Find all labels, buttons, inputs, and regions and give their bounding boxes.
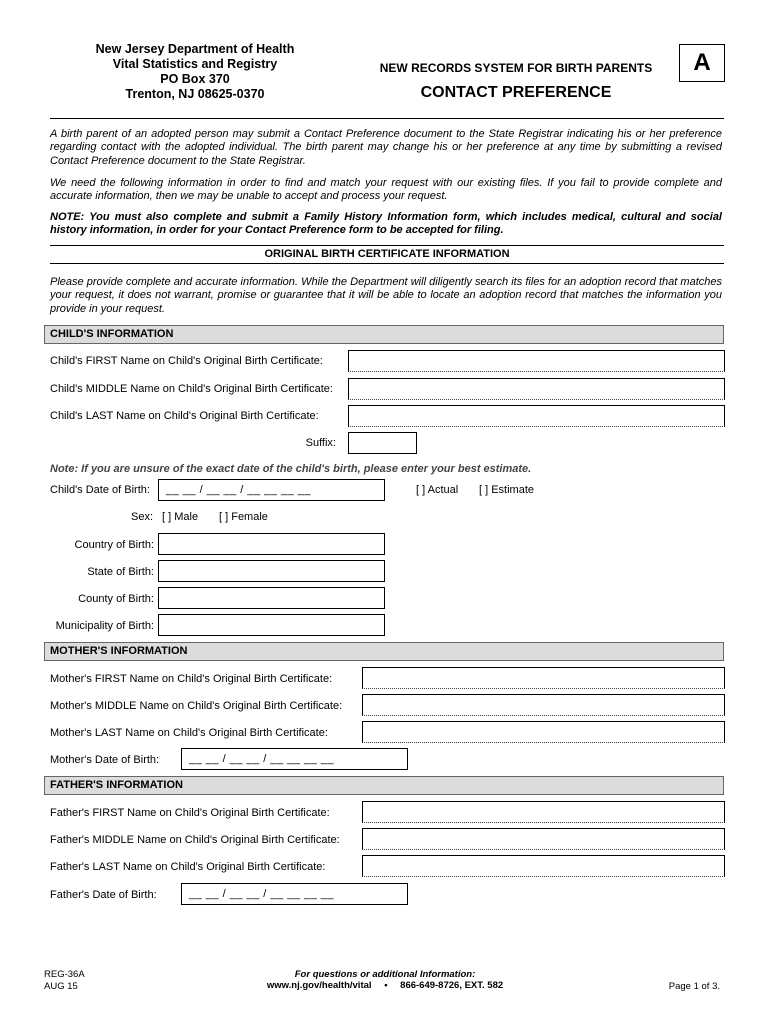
footer-phone: 866-649-8726, EXT. 582	[400, 980, 504, 991]
state-of-birth-field[interactable]	[158, 560, 385, 582]
child-dob-field[interactable]: __ __ / __ __ / __ __ __ __	[158, 479, 385, 501]
intro-paragraph-2: We need the following information in order to find and match your request with our existing files. If you fail to provide complete and accurate information, then we may be unable to accept and process your request.	[50, 177, 722, 203]
mother-first-name-field[interactable]	[362, 667, 725, 689]
agency-address	[60, 42, 330, 102]
county-of-birth-label: County of Birth:	[78, 593, 154, 605]
footer-questions: For questions or additional Information:	[294, 969, 476, 980]
state-of-birth-label: State of Birth:	[87, 566, 154, 578]
mother-first-name-label: Mother's FIRST Name on Child's Original Birth Certificate:	[50, 673, 333, 685]
child-middle-name-field[interactable]	[348, 378, 725, 400]
obc-heading: ORIGINAL BIRTH CERTIFICATE INFORMATION	[50, 245, 724, 264]
obc-paragraph: Please provide complete and accurate information. While the Department will diligently search its files for an adoption record that matches your request, it does not warrant, promise or guarantee that it will be able to locate an adoption record that matches the information you provide in your request.	[50, 276, 722, 315]
agency-city: Trenton, NJ 08625-0370	[125, 87, 265, 101]
dob-actual-checkbox[interactable]: [ ] Actual	[416, 484, 459, 496]
mother-dob-field[interactable]: __ __ / __ __ / __ __ __ __	[181, 748, 408, 770]
father-last-name-label: Father's LAST Name on Child's Original Birth Certificate:	[50, 861, 326, 873]
footer-website[interactable]: www.nj.gov/health/vital	[266, 980, 372, 991]
father-first-name-label: Father's FIRST Name on Child's Original Birth Certificate:	[50, 807, 330, 819]
child-last-name-field[interactable]	[348, 405, 725, 427]
country-of-birth-field[interactable]	[158, 533, 385, 555]
intro-paragraph-1: A birth parent of an adopted person may submit a Contact Preference document to the State Registrar indicating his or her preference regarding contact with the adopted individual. The birth parent may change his or her preference at any time by submitting a revised Contact Preference document to the State Registrar.	[50, 128, 722, 167]
form-title: CONTACT PREFERENCE	[420, 84, 612, 101]
form-date: AUG 15	[44, 981, 78, 992]
mother-dob-label: Mother's Date of Birth:	[50, 754, 160, 766]
father-dob-label: Father's Date of Birth:	[50, 889, 157, 901]
father-middle-name-label: Father's MIDDLE Name on Child's Original Birth Certificate:	[50, 834, 340, 846]
suffix-field[interactable]	[348, 432, 417, 454]
system-title: NEW RECORDS SYSTEM FOR BIRTH PARENTS	[379, 61, 653, 75]
sex-label: Sex:	[131, 511, 154, 523]
father-last-name-field[interactable]	[362, 855, 725, 877]
country-of-birth-label: Country of Birth:	[74, 539, 154, 551]
suffix-label: Suffix:	[305, 437, 336, 449]
form-id: REG-36A	[44, 969, 85, 980]
mother-last-name-label: Mother's LAST Name on Child's Original Birth Certificate:	[50, 727, 328, 739]
agency-division: Vital Statistics and Registry	[112, 57, 278, 71]
child-first-name-field[interactable]	[348, 350, 725, 372]
header-rule	[50, 118, 724, 119]
child-last-name-label: Child's LAST Name on Child's Original Birth Certificate:	[50, 410, 319, 422]
footer-separator: •	[384, 980, 388, 991]
sex-male-checkbox[interactable]: [ ] Male	[162, 511, 199, 523]
child-section-heading: CHILD'S INFORMATION	[44, 325, 724, 344]
municipality-of-birth-field[interactable]	[158, 614, 385, 636]
mother-middle-name-label: Mother's MIDDLE Name on Child's Original Birth Certificate:	[50, 700, 343, 712]
father-middle-name-field[interactable]	[362, 828, 725, 850]
child-middle-name-label: Child's MIDDLE Name on Child's Original Birth Certificate:	[50, 383, 333, 395]
municipality-of-birth-label: Municipality of Birth:	[55, 620, 154, 632]
agency-po-box: PO Box 370	[160, 72, 230, 86]
child-dob-label: Child's Date of Birth:	[50, 484, 150, 496]
sex-female-checkbox[interactable]: [ ] Female	[219, 511, 268, 523]
page-number: Page 1 of 3.	[668, 981, 720, 992]
mother-middle-name-field[interactable]	[362, 694, 725, 716]
form-letter-box: A	[679, 44, 725, 82]
county-of-birth-field[interactable]	[158, 587, 385, 609]
father-first-name-field[interactable]	[362, 801, 725, 823]
intro-note: NOTE: You must also complete and submit a Family History Information form, which includes medical, cultural and social history information, in order for your Contact Preference form to be accepted for filing.	[50, 211, 722, 237]
footer-contact	[230, 969, 540, 991]
child-first-name-label: Child's FIRST Name on Child's Original Birth Certificate:	[50, 355, 323, 367]
mother-section-heading: MOTHER'S INFORMATION	[44, 642, 724, 661]
dob-estimate-note: Note: If you are unsure of the exact date of the child's birth, please enter your best estimate.	[50, 463, 532, 475]
mother-last-name-field[interactable]	[362, 721, 725, 743]
father-section-heading: FATHER'S INFORMATION	[44, 776, 724, 795]
agency-name: New Jersey Department of Health	[95, 42, 295, 56]
father-dob-field[interactable]: __ __ / __ __ / __ __ __ __	[181, 883, 408, 905]
footer-contact-line	[230, 980, 540, 991]
dob-estimate-checkbox[interactable]: [ ] Estimate	[479, 484, 535, 496]
